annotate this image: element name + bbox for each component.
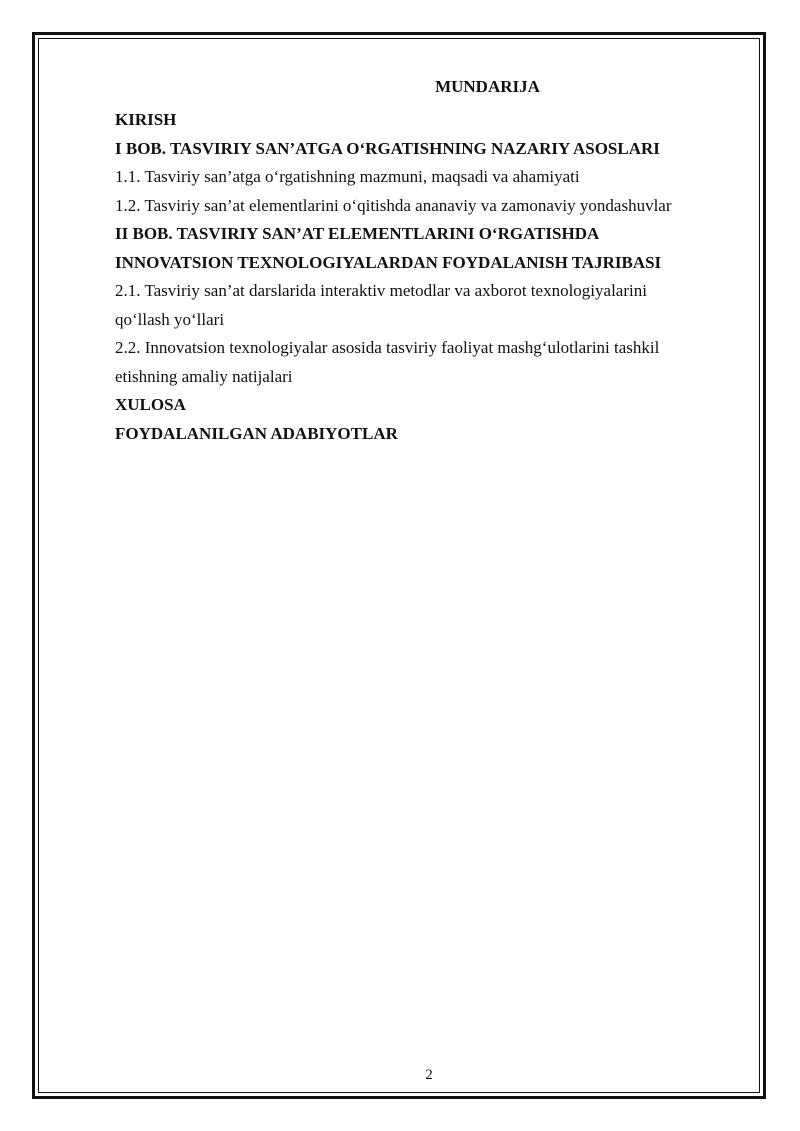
- toc-list: [115, 106, 740, 448]
- toc-entry: I BOB. TASVIRIY SAN’ATGA O‘RGATISHNING NAZARIY ASOSLARI: [115, 138, 660, 158]
- toc-entry: FOYDALANILGAN ADABIYOTLAR: [115, 423, 398, 443]
- toc-entry: XULOSA: [115, 395, 186, 414]
- toc-entry: INNOVATSION TEXNOLOGIYALARDAN FOYDALANISH TAJRIBASI: [115, 252, 662, 272]
- table-of-contents: [115, 76, 740, 448]
- toc-entry: qo‘llash yo‘llari: [115, 309, 225, 329]
- toc-entry: II BOB. TASVIRIY SAN’AT ELEMENTLARINI O‘RGATISHDA: [115, 224, 600, 243]
- toc-entry: 1.2. Tasviriy san’at elementlarini o‘qitishda ananaviy va zamonaviy yondashuvlar: [115, 195, 672, 215]
- toc-entry: 2.2. Innovatsion texnologiyalar asosida tasviriy faoliyat mashg‘ulotlarini tashkil: [115, 338, 660, 357]
- toc-entry: etishning amaliy natijalari: [115, 366, 293, 386]
- toc-entry: 2.1. Tasviriy san’at darslarida interaktiv metodlar va axborot texnologiyalarini: [115, 281, 647, 300]
- toc-entry: 1.1. Tasviriy san’atga o‘rgatishning mazmuni, maqsadi va ahamiyati: [115, 167, 580, 186]
- toc-title: MUNDARIJA: [435, 77, 540, 96]
- toc-entry: KIRISH: [115, 110, 177, 129]
- page-number: 2: [425, 1067, 433, 1083]
